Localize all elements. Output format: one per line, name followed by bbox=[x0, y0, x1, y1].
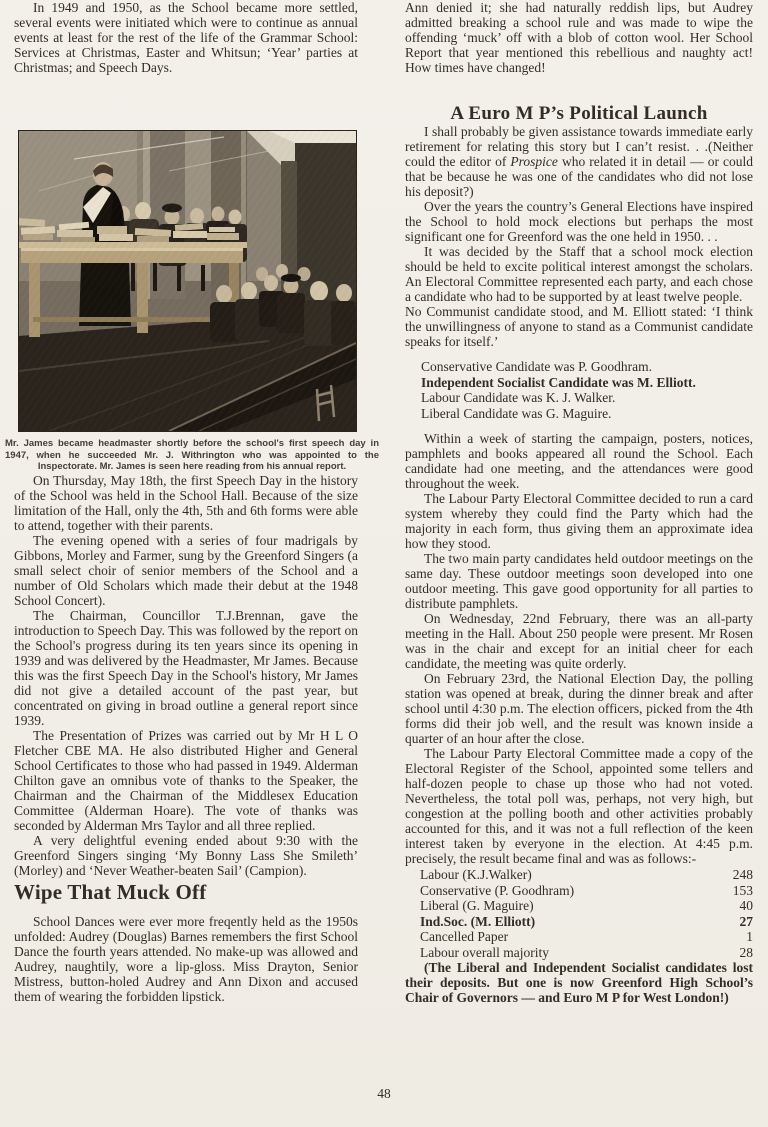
delightful-evening-paragraph: A very delightful evening ended about 9:30 with the Greenford Singers singing ‘My Bonny Lass She Smileth’ (Morley) and ‘Never Weather-beaten Sail’ (Campion). bbox=[14, 832, 358, 878]
result-row-labour-majority bbox=[420, 945, 753, 961]
all-party-meeting-paragraph: On Wednesday, 22nd February, there was an all-party meeting in the Hall. About 250 people were present. Mr Rosen was in the chair and except for an initial cheer for each candidate, the meeting was quite orderly. bbox=[405, 611, 753, 671]
election-results-table bbox=[405, 867, 753, 960]
result-row-cancelled-paper bbox=[420, 929, 753, 945]
election-day-paragraph: On February 23rd, the National Election Day, the polling station was opened at break, during the dinner break and after school until 4:30 p.m. The election officers, picked from the 4th forms did their job well, and the result was known inside a quarter of an hour after the close. bbox=[405, 671, 753, 746]
evening-paragraph: The evening opened with a series of four madrigals by Gibbons, Morley and Farmer, sung by the Greenford Singers (a small select choir of senior members of the School and a number of Old Scholars which made their debut at the 1948 School Concert). bbox=[14, 532, 358, 608]
ann-denied-paragraph: Ann denied it; she had naturally reddish lips, but Audrey admitted breaking a school rule and was made to wipe the offending ‘muck’ off with a blob of cotton wool. Her School Report that year mentioned this rebellious and naughty act! How times have changed! bbox=[405, 0, 753, 75]
mock-election-paragraph: It was decided by the Staff that a school mock election should be held to excite political interest amongst the scholars. An Electoral Committee represented each party, and each chose a candidate who had to be supported by at least twelve people. bbox=[405, 244, 753, 304]
result-row-ind-soc bbox=[420, 914, 753, 930]
within-a-week-paragraph: Within a week of starting the campaign, posters, notices, pamphlets and books appeared all round the School. Each candidate had one meeting, and the attendances were good throughout the week. bbox=[405, 431, 753, 491]
no-communist-paragraph: No Communist candidate stood, and M. Elliott stated: ‘I think the unwillingness of anyone to stand as a Communist candidate speaks for itself.’ bbox=[405, 304, 753, 349]
result-value: 27 bbox=[739, 913, 753, 929]
result-value: 28 bbox=[739, 944, 753, 960]
chairman-paragraph: The Chairman, Councillor T.J.Brennan, gave the introduction to Speech Day. This was followed by the report on the School's progress during its ten years since its opening in 1939 and was delivered by the Headmaster, Mr James. Because this was the first Speech Day in the School's history, Mr James did not give a detailed account of the past year, but concentrated on giving in broad outline a general report since 1939. bbox=[14, 607, 358, 728]
speech-day-figure bbox=[5, 130, 379, 473]
candidate-line-independent-socialist: Independent Socialist Candidate was M. Elliott. bbox=[421, 374, 696, 390]
candidate-list bbox=[405, 359, 753, 421]
heading-euro-mp-political-launch: A Euro M P’s Political Launch bbox=[450, 103, 708, 124]
deposits-note-paragraph: (The Liberal and Independent Socialist candidates lost their deposits. But one is now Greenford High School’s Chair of Governors — and Euro M P for West London!) bbox=[405, 960, 753, 1005]
heading-wipe-that-muck-off: Wipe That Muck Off bbox=[14, 879, 207, 904]
right-column bbox=[405, 0, 753, 1005]
candidate-line-labour: Labour Candidate was K. J. Walker. bbox=[421, 390, 616, 405]
result-label: Labour (K.J.Walker) bbox=[420, 867, 532, 882]
photo-caption: Mr. James became headmaster shortly before the school's first speech day in 1947, when he succeeded Mr. J. Withrington who was appointed to the Inspectorate. Mr. James is seen here reading from his annual report. bbox=[5, 438, 379, 472]
intro-paragraph: In 1949 and 1950, as the School became more settled, several events were initiated which were to continue as annual events at least for the rest of the life of the Grammar School: Services at Christmas, Easter and Whitsun; ‘Year’ parties at Christmas; and Speech Days. bbox=[14, 0, 358, 75]
school-dances-paragraph: School Dances were ever more freqently held as the 1950s unfolded: Audrey (Douglas) Barnes remembers the first School Dance the fourth years attended. No make-up was allowed and Audrey, naughtily, wore a lip-gloss. Miss Drayton, Senior Mistress, button-holed Audrey and Ann Dixon and accused them of wearing the forbidden lipstick. bbox=[14, 913, 358, 1004]
result-label: Ind.Soc. (M. Elliott) bbox=[420, 913, 536, 929]
result-row-conservative bbox=[420, 883, 753, 899]
result-value: 248 bbox=[732, 867, 753, 882]
result-row-liberal bbox=[420, 898, 753, 914]
result-label: Labour overall majority bbox=[420, 944, 549, 960]
prospice-italic: Prospice bbox=[510, 154, 558, 169]
card-system-paragraph: The Labour Party Electoral Committee decided to run a card system whereby they could find the Party which had the majority in each form, thus giving them an approximate idea how they stood. bbox=[405, 491, 753, 551]
speech-day-photo bbox=[18, 130, 357, 432]
candidate-line-liberal: Liberal Candidate was G. Maguire. bbox=[421, 405, 612, 421]
result-label: Conservative (P. Goodhram) bbox=[420, 882, 575, 898]
result-value: 153 bbox=[732, 882, 753, 898]
prizes-paragraph: The Presentation of Prizes was carried out by Mr H L O Fletcher CBE MA. He also distributed Higher and General School Certificates to those who had passed in 1949. Alderman Chilton gave an omnibus vote of thanks to the Speaker, the Chairman and the Chairman of the Middlesex Education Committee (Alderman Hoare). The vote of thanks was seconded by Alderman Mrs Taylor and all three replied. bbox=[14, 727, 358, 833]
over-the-years-paragraph: Over the years the country’s General Elections have inspired the School to hold mock elections but perhaps the most significant one for Greenford was the one held in 1950. . . bbox=[405, 199, 753, 244]
result-label: Cancelled Paper bbox=[420, 929, 509, 944]
left-column bbox=[5, 0, 379, 1004]
resist-paragraph bbox=[405, 124, 753, 199]
resist-text-pre: I shall probably be given assistance towards immediate early retirement for relating this story but I can’t resist. . .(Neither could the editor of bbox=[405, 124, 753, 169]
result-value: 40 bbox=[739, 898, 753, 913]
electoral-register-paragraph: The Labour Party Electoral Committee made a copy of the Electoral Register of the School, appointed some tellers and half-dozen people to chase up those who had not voted. Nevertheless, the total poll was, perhaps, not very high, but congestion at the polling booth and other activities probably accounted for this, and it was not a full reflection of the keen interest taken by everyone in the election. At 4:45 p.m. precisely, the result became final and was as follows:- bbox=[405, 746, 753, 866]
page-number: 48 bbox=[377, 1086, 391, 1101]
candidate-line-conservative: Conservative Candidate was P. Goodhram. bbox=[421, 359, 652, 374]
result-row-labour bbox=[420, 867, 753, 883]
result-value: 1 bbox=[746, 929, 753, 944]
speech-day-paragraph: On Thursday, May 18th, the first Speech Day in the history of the School was held in the School Hall. Because of the size limitation of the Hall, only the 4th, 5th and 6th forms were able to attend, together with their parents. bbox=[14, 472, 358, 533]
outdoor-meetings-paragraph: The two main party candidates held outdoor meetings on the same day. These outdoor meetings soon developed into one outdoor meeting. This gave good opportunity for all parties to distribute pamphlets. bbox=[405, 551, 753, 611]
result-label: Liberal (G. Maguire) bbox=[420, 898, 534, 913]
resist-text-post: who related it in detail — or could that be because he was one of the candidates who did not lose his deposit?) bbox=[405, 154, 753, 199]
